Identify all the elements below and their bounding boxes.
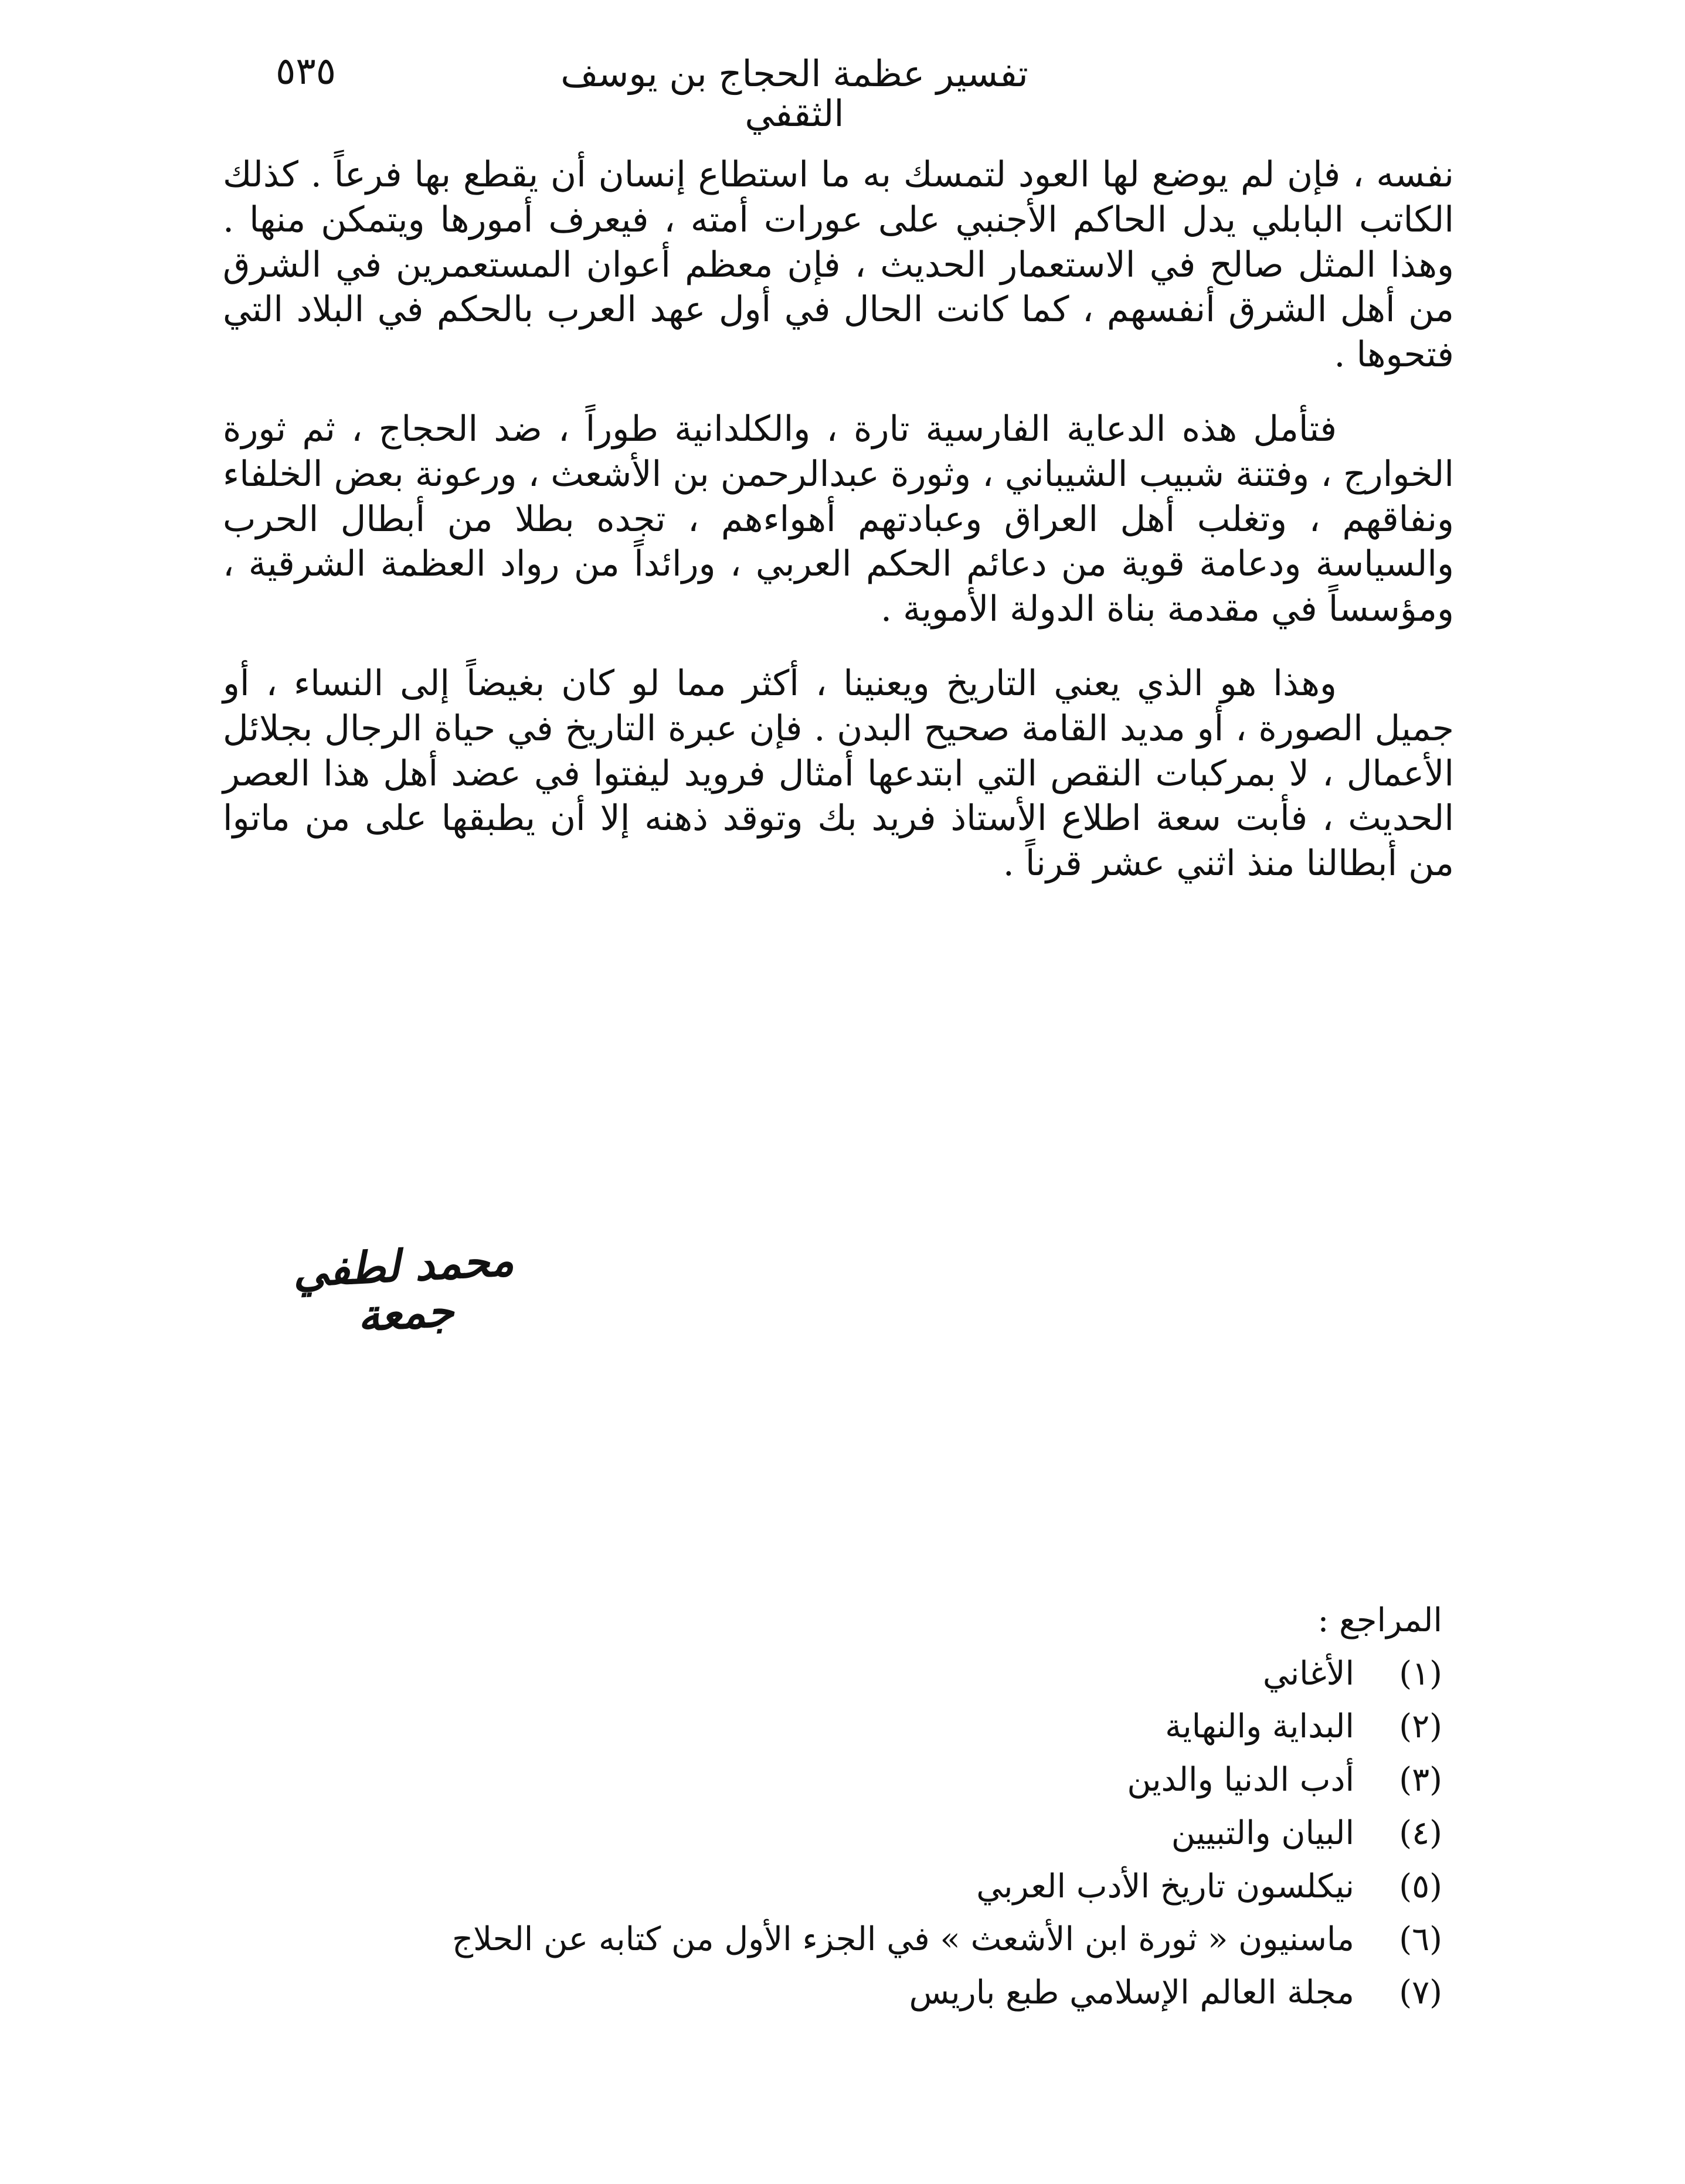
author-signature: محمد لطفي جمعة <box>291 1235 515 1342</box>
reference-item <box>446 1967 1442 2020</box>
reference-item <box>446 1648 1442 1701</box>
reference-number: (٥) <box>1399 1867 1442 1906</box>
reference-number: (٦) <box>1399 1920 1442 1959</box>
reference-text: ماسنيون « ثورة ابن الأشعث » في الجزء الأول من كتابه عن الحلاج <box>452 1920 1354 1959</box>
reference-number: (٧) <box>1399 1974 1442 2012</box>
paragraph-2: فتأمل هذه الدعاية الفارسية تارة ، والكلدانية طوراً ، ضد الحجاج ، ثم ثورة الخوارج ، وفتنة شبيب الشيباني ، وثورة عبدالرحمن بن الأشعث ، ورعونة بعض الخلفاء ونفاقهم ، وتغلب أهل العراق وعبادتهم أهواءهم ، تجده بطلا من أبطال الحرب والسياسة ودعامة قوية من دعائم الحكم العربي ، ورائداً من رواد العظمة الشرقية ، ومؤسساً في مقدمة بناة الدولة الأموية . <box>223 408 1454 630</box>
reference-number: (٣) <box>1399 1761 1442 1799</box>
reference-number: (٤) <box>1399 1814 1442 1852</box>
reference-item <box>446 1860 1442 1914</box>
page-number: ٥٣٥ <box>276 50 337 93</box>
reference-number: (٢) <box>1399 1707 1442 1746</box>
reference-text: مجلة العالم الإسلامي طبع باريس <box>909 1974 1354 2012</box>
reference-number: (١) <box>1399 1654 1442 1693</box>
reference-item <box>446 1913 1442 1967</box>
reference-item <box>446 1754 1442 1807</box>
reference-item <box>446 1700 1442 1754</box>
reference-text: البداية والنهاية <box>1165 1707 1354 1746</box>
paragraph-1: نفسه ، فإن لم يوضع لها العود لتمسك به ما استطاع إنسان أن يقطع بها فرعاً . كذلك الكاتب البابلي يدل الحاكم الأجنبي على عورات أمته ، فيعرف أمورها ويتمكن منها . وهذا المثل صالح في الاستعمار الحديث ، فإن معظم أعوان المستعمرين في الشرق من أهل الشرق أنفسهم ، كما كانت الحال في أول عهد العرب بالحكم في البلاد التي فتحوها . <box>223 154 1454 376</box>
body-text <box>223 152 1454 916</box>
running-title: تفسير عظمة الحجاج بن يوسف الثقفي <box>560 52 1028 135</box>
references-section <box>446 1594 1442 2020</box>
reference-text: البيان والتبيين <box>1171 1814 1354 1852</box>
reference-text: الأغاني <box>1262 1654 1354 1693</box>
references-list <box>446 1648 1442 2020</box>
reference-item <box>446 1807 1442 1860</box>
reference-text: أدب الدنيا والدين <box>1127 1761 1354 1799</box>
reference-text: نيكلسون تاريخ الأدب العربي <box>976 1867 1354 1906</box>
references-title: المراجع : <box>1317 1601 1442 1639</box>
paragraph-3: وهذا هو الذي يعني التاريخ ويعنينا ، أكثر مما لو كان بغيضاً إلى النساء ، أو جميل الصورة ، أو مديد القامة صحيح البدن . فإن عبرة التاريخ في حياة الرجال بجلائل الأعمال ، لا بمركبات النقص التي ابتدعها أمثال فرويد ليفتوا في عضد أهل هذا العصر الحديث ، فأبت سعة اطلاع الأستاذ فريد بك وتوقد ذهنه إلا أن يطبقها على من ماتوا من أبطالنا منذ اثني عشر قرناً . <box>223 662 1454 885</box>
